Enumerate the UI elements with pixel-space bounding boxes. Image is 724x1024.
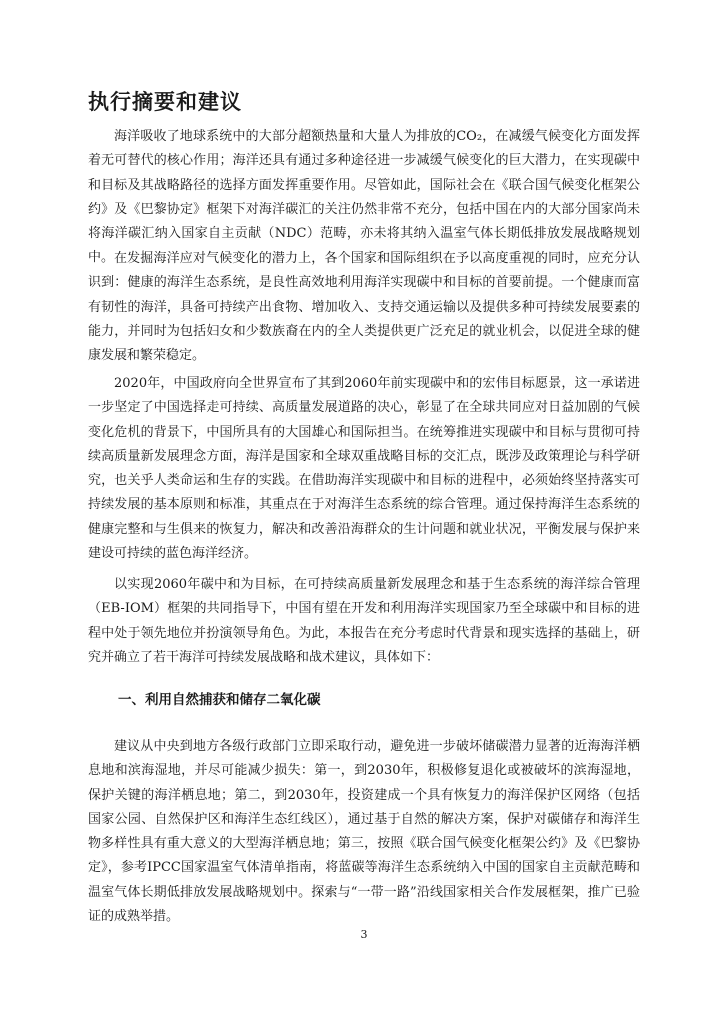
document-page bbox=[88, 0, 640, 1024]
intro-paragraph-4 bbox=[88, 573, 640, 670]
paragraph: 在发掘海洋应对气候变化的潜力上，各个国家和国际组织在予以高度重视的同时，应充分认识到：健康的海洋生态系统，是良性高效地利用海洋实现碳中和目标的首要前提。一个健康而富有韧性的海洋，具备可持续产出食物、增加收入、支持交通运输以及提供多种可持续发展要素的能力，并同时为包括妇女和少数族裔在内的全人类提供更广泛充足的就业机会，以促进全球的健康发展和繁荣稳定。 bbox=[88, 251, 640, 364]
section-heading: 一、利用自然捕获和储存二氧化碳 bbox=[118, 692, 321, 708]
paragraph: 海洋吸收了地球系统中的大部分超额热量和大量人为排放的CO₂，在减缓气候变化方面发挥着无可替代的核心作用；海洋还具有通过多种途径进一步减缓气候变化的巨大潜力，在实现碳中和目标及其战略路径的选择方面发挥重要作用。尽管如此，国际社会在《联合国气候变化框架公约》及《巴黎协定》框架下对海洋碳汇的关注仍然非常不充分，包括中国在内的大部分国家尚未将海洋碳汇纳入国家自主贡献（NDC）范畴，亦未将其纳入温室气体长期低排放发展战略规划中。 bbox=[88, 129, 640, 266]
section-paragraph bbox=[88, 735, 640, 929]
intro-paragraph-3 bbox=[88, 372, 640, 566]
paragraph: 建议从中央到地方各级行政部门立即采取行动，避免进一步破坏储碳潜力显著的近海海洋栖息地和滨海湿地，并尽可能减少损失：第一，到2030年，积极修复退化或被破坏的滨海湿地，保护关键的海洋栖息地；第二，到2030年，投资建成一个具有恢复力的海洋保护区网络（包括国家公园、自然保护区和海洋生态红线区），通过基于自然的解决方案，保护对碳储存和海洋生物多样性具有重大意义的大型海洋栖息地；第三，按照《联合国气候变化框架公约》及《巴黎协定》，参考IPCC国家温室气体清单指南，将蓝碳等海洋生态系统纳入中国的国家自主贡献范畴和温室气体长期低排放发展战略规划中。探索与“一带一路”沿线国家相关合作发展框架，推广已验证的成熟举措。 bbox=[88, 739, 640, 925]
page-number: 3 bbox=[360, 928, 368, 941]
intro-paragraph-2 bbox=[88, 247, 640, 368]
paragraph: 2020年，中国政府向全世界宣布了其到2060年前实现碳中和的宏伟目标愿景，这一承诺进一步坚定了中国选择走可持续、高质量发展道路的决心，彰显了在全球共同应对日益加剧的气候变化危机的背景下，中国所具有的大国雄心和国际担当。在统筹推进实现碳中和目标与贯彻可持续高质量新发展理念方面，海洋是国家和全球双重战略目标的交汇点，既涉及政策理论与科学研究，也关乎人类命运和生存的实践。在借助海洋实现碳中和目标的进程中，必须始终坚持落实可持续发展的基本原则和标准，其重点在于对海洋生态系统的综合管理。通过保持海洋生态系统的健康完整和与生俱来的恢复力，解决和改善沿海群众的生计问题和就业状况，平衡发展与保护来建设可持续的蓝色海洋经济。 bbox=[88, 376, 640, 562]
page-title: 执行摘要和建议 bbox=[88, 90, 242, 114]
paragraph: 以实现2060年碳中和为目标，在可持续高质量新发展理念和基于生态系统的海洋综合管理（EB-IOM）框架的共同指导下，中国有望在开发和利用海洋实现国家乃至全球碳中和目标的进程中处于领先地位并扮演领导角色。为此，本报告在充分考虑时代背景和现实选择的基础上，研究并确立了若干海洋可持续发展战略和战术建议，具体如下： bbox=[88, 577, 640, 665]
